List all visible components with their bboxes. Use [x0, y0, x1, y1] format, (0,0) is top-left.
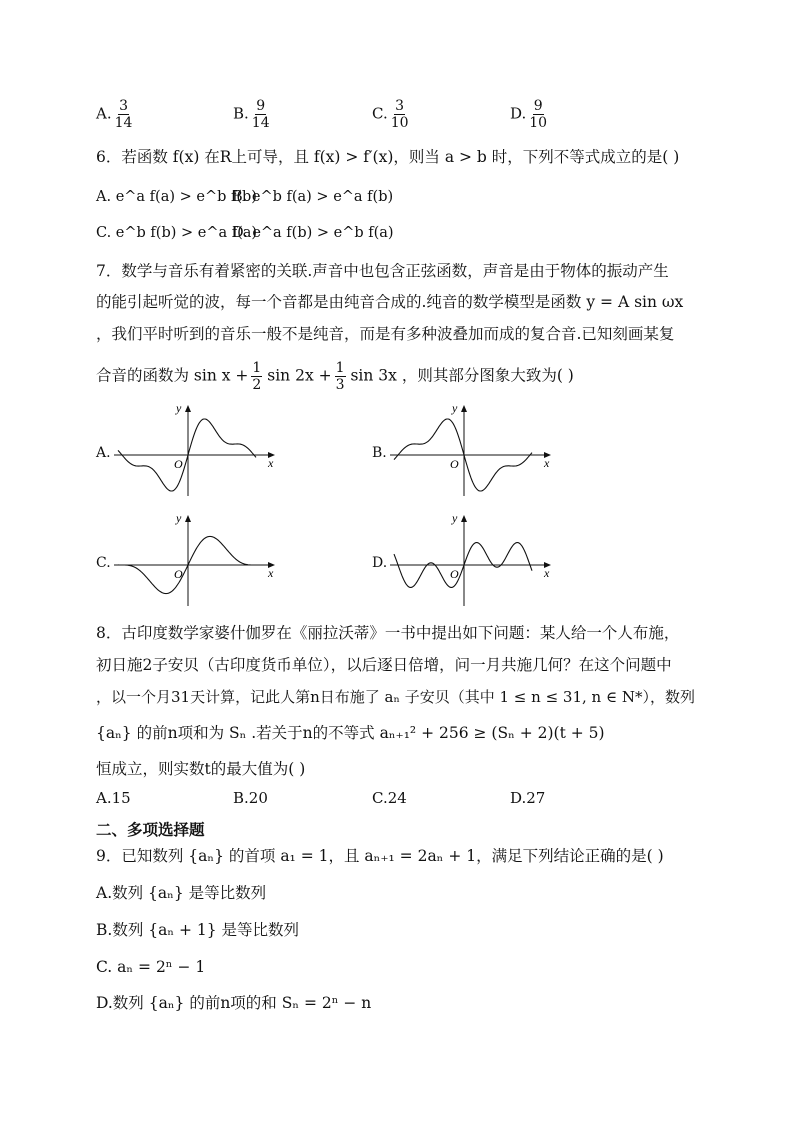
graph-b — [386, 400, 556, 500]
graph-c — [110, 510, 280, 610]
y-axis-arrow — [461, 515, 467, 522]
q9-option-b: B.数列 {aₙ + 1} 是等比数列 — [96, 921, 300, 939]
y-axis-label: y — [176, 511, 182, 525]
x-axis-label: x — [544, 456, 550, 470]
q6-option-b: B. e^b f(a) > e^a f(b) — [232, 189, 394, 205]
graph-a — [110, 400, 280, 500]
q8-line-2: 初日施2子安贝（古印度货币单位），以后逐日倍增，问一月共施几何？在这个问题中 — [96, 656, 672, 674]
y-axis-label: y — [452, 511, 458, 525]
q9-stem: 9．已知数列 {aₙ} 的首项 a₁ = 1，且 aₙ₊₁ = 2aₙ + 1，满足下列结论正确的是( ) — [96, 847, 664, 865]
graph-label-b: B. — [372, 445, 387, 461]
q7-line-2: 的能引起听觉的波，每一个音都是由纯音合成的.纯音的数学模型是函数 y = A sin ωx — [96, 293, 684, 311]
q9-option-d: D.数列 {aₙ} 的前n项的和 Sₙ = 2ⁿ − n — [96, 994, 372, 1012]
q9-option-c: C. aₙ = 2ⁿ − 1 — [96, 958, 206, 976]
q8-line-5: 恒成立，则实数t的最大值为( ) — [96, 760, 306, 778]
q6-stem: 6．若函数 f(x) 在R上可导，且 f(x) > f′(x)，则当 a > b 时，下列不等式成立的是( ) — [96, 148, 680, 166]
q8-option-b: B.20 — [233, 789, 268, 807]
q5-option-c: C. $\frac{3}{10}$ — [372, 98, 409, 131]
q9-option-a: A.数列 {aₙ} 是等比数列 — [96, 884, 267, 902]
origin-label: O — [174, 457, 183, 471]
q8-option-c: C.24 — [372, 789, 407, 807]
origin-label: O — [450, 457, 459, 471]
y-axis-arrow — [461, 405, 467, 412]
origin-label: O — [174, 567, 183, 581]
q6-option-a: A. e^a f(a) > e^b f(b) — [96, 189, 257, 205]
q7-line-4: 合音的函数为 sin x + $\frac{1}{2}$ sin 2x + $\frac{1}{3}$ sin 3x ，则其部分图象大致为( ) — [96, 360, 574, 393]
q7-line-3: ，我们平时听到的音乐一般不是纯音，而是有多种波叠加而成的复合音.已知刻画某复 — [96, 325, 675, 343]
q5-option-a: A. $\frac{3}{14}$ — [96, 98, 133, 131]
q8-option-d: D.27 — [510, 789, 546, 807]
q8-option-a: A.15 — [96, 789, 131, 807]
section-title: 二、多项选择题 — [96, 821, 205, 839]
origin-label: O — [450, 567, 459, 581]
q6-option-d: D. e^a f(b) > e^b f(a) — [232, 225, 394, 241]
y-axis-arrow — [185, 405, 191, 412]
q8-line-4: {aₙ} 的前n项和为 Sₙ .若关于n的不等式 aₙ₊₁² + 256 ≥ (Sₙ + 2)(t + 5) — [96, 724, 605, 742]
x-axis-label: x — [268, 456, 274, 470]
y-axis-label: y — [452, 401, 458, 415]
q7-line-1: 7．数学与音乐有着紧密的关联.声音中也包含正弦函数，声音是由于物体的振动产生 — [96, 262, 669, 280]
q5-option-b: B. $\frac{9}{14}$ — [233, 98, 270, 131]
x-axis-label: x — [544, 566, 550, 580]
q8-line-1: 8．古印度数学家婆什伽罗在《丽拉沃蒂》一书中提出如下问题：某人给一个人布施， — [96, 624, 680, 642]
q5-option-d: D. $\frac{9}{10}$ — [510, 98, 548, 131]
graph-d — [386, 510, 556, 610]
graph-label-a: A. — [96, 445, 111, 461]
y-axis-arrow — [185, 515, 191, 522]
q6-option-c: C. e^b f(b) > e^a f(a) — [96, 225, 258, 241]
graph-label-d: D. — [372, 555, 388, 571]
graph-label-c: C. — [96, 555, 111, 571]
q8-line-3: ，以一个月31天计算，记此人第n日布施了 aₙ 子安贝（其中 1 ≤ n ≤ 31, n ∈ N*），数列 — [96, 688, 695, 706]
x-axis-label: x — [268, 566, 274, 580]
y-axis-label: y — [176, 401, 182, 415]
